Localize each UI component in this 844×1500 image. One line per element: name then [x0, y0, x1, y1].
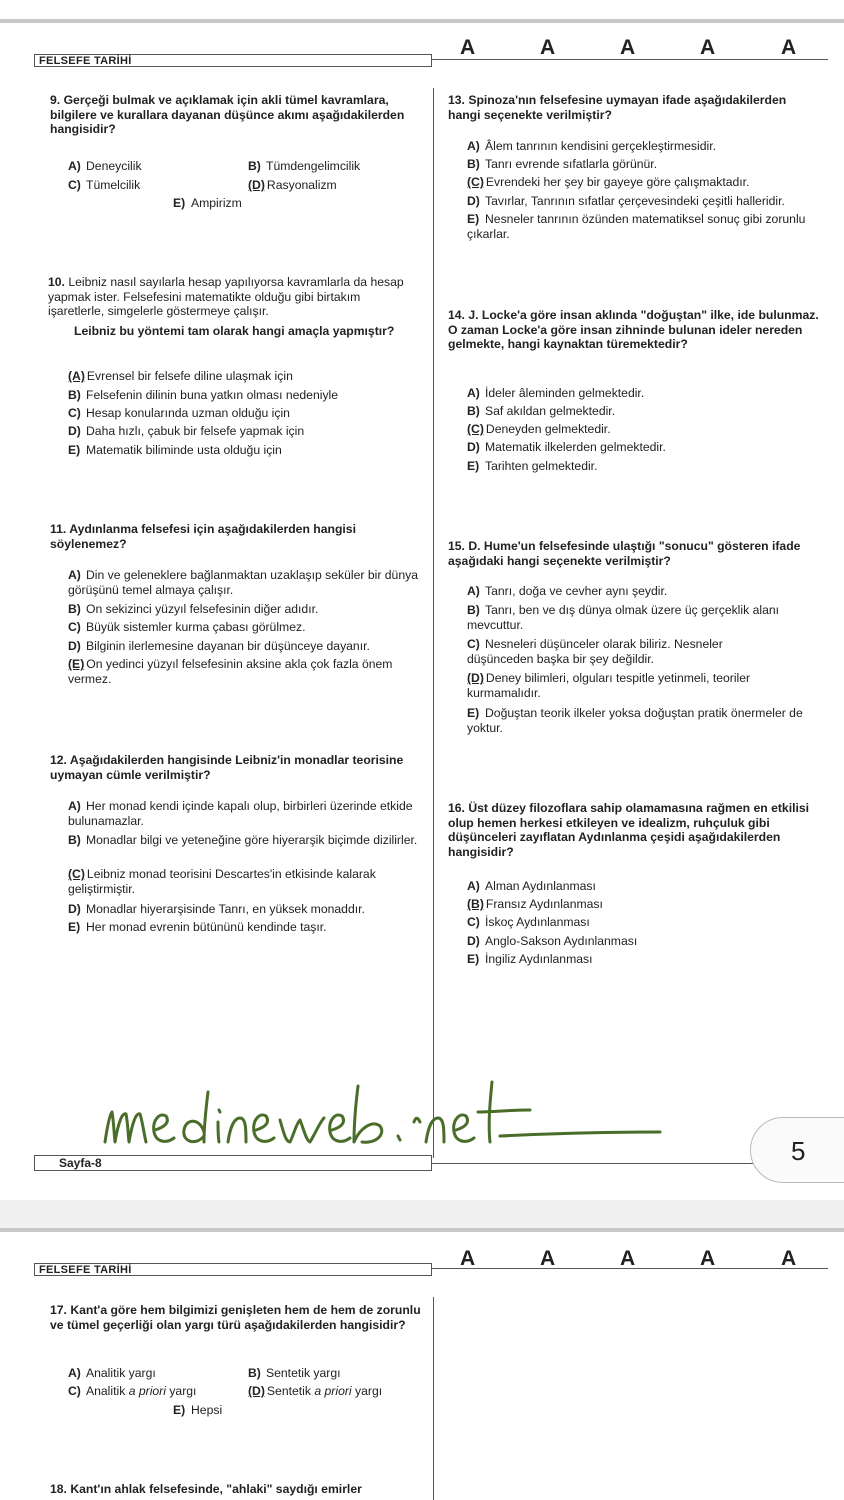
option-text: Analitik yargı [86, 1366, 156, 1380]
option-text: Din ve geleneklere bağlanmaktan uzaklaşıp seküler bir dünya görüşünü temel almaya çalışır. [68, 568, 418, 597]
option-text: İdeler âleminden gelmektedir. [485, 386, 645, 400]
option-letter: A) [467, 139, 480, 153]
question-14 [448, 308, 820, 352]
option-letter: (B) [467, 897, 484, 911]
option-letter: E) [467, 952, 480, 966]
option-letter: A) [68, 159, 81, 173]
option-letter: A) [467, 386, 480, 400]
option-letter: D) [467, 440, 480, 454]
option-text: Felsefenin dilinin buna yatkın olması nedeniyle [86, 388, 339, 402]
option-text: Tanrı, ben ve dış dünya olmak üzere üç gerçeklik alanı mevcuttur. [467, 603, 780, 632]
option-c-correct[interactable] [467, 422, 611, 437]
option-text: Âlem tanrının kendisini gerçekleştirmesidir. [485, 139, 716, 153]
option-text-post: yargı [165, 1384, 197, 1398]
question-text: Leibniz bu yöntemi tam olarak hangi amaçla yapmıştır? [74, 324, 395, 338]
option-c-correct[interactable] [467, 175, 749, 190]
option-letter: C) [68, 1384, 81, 1398]
option-text: Monadlar hiyerarşisinde Tanrı, en yüksek monaddır. [86, 902, 365, 916]
option-a[interactable] [467, 584, 667, 599]
question-text: J. Locke'a göre insan aklında "doğuştan" ilke, ide bulunmaz. O zaman Locke'a göre insan zihninde bulunan ideler nereden gelmekte, hangi kaynaktan türemektedir? [448, 308, 819, 351]
option-e[interactable] [467, 212, 807, 241]
question-18 [50, 1482, 424, 1497]
option-text: Tanrı evrende sıfatlarla görünür. [485, 157, 658, 171]
option-c-correct[interactable] [68, 867, 418, 896]
option-letter: B) [68, 833, 81, 847]
option-text-italic: a priori [128, 1384, 166, 1398]
option-letter: C) [467, 637, 480, 651]
column-divider [433, 88, 434, 1158]
question-12 [50, 753, 422, 782]
option-text: Anglo-Sakson Aydınlanması [485, 934, 638, 948]
question-number: 14. [448, 308, 465, 322]
option-text: Fransız Aydınlanması [485, 897, 603, 911]
option-letter: B) [68, 388, 81, 402]
option-d-correct[interactable] [467, 671, 797, 700]
option-a[interactable] [467, 879, 596, 894]
page-separator [0, 1200, 844, 1228]
option-letter: (C) [68, 867, 85, 881]
answer-mark: A [460, 36, 476, 59]
option-letter: E) [68, 920, 81, 934]
option-letter: A) [68, 799, 81, 813]
option-letter: B) [467, 404, 480, 418]
header-rule [432, 59, 828, 60]
option-letter: D) [467, 934, 480, 948]
question-text: D. Hume'un felsefesinde ulaştığı "sonucu" gösteren ifade aşağıdaki hangi seçenekte verilmiştir? [448, 539, 801, 568]
answer-mark: A [540, 1247, 556, 1270]
option-text: Leibniz monad teorisini Descartes'in etkisinde kalarak geliştirmiştir. [68, 867, 376, 896]
question-10-prompt [74, 324, 424, 339]
option-letter: E) [173, 1403, 186, 1417]
question-15 [448, 539, 820, 568]
question-lead: Leibniz nasıl sayılarla hesap yapılıyorsa kavramlarla da hesap yapmak ister. Felsefesini matematikte olduğu gibi birtakım işaretlerle, simgelerle göstermeye çalışır. [48, 275, 404, 318]
option-b[interactable] [248, 159, 360, 174]
option-letter: (C) [467, 422, 484, 436]
option-e-correct[interactable] [68, 657, 424, 686]
answer-mark: A [620, 36, 636, 59]
option-letter: B) [467, 157, 480, 171]
option-a[interactable] [467, 386, 644, 401]
option-a-correct[interactable] [68, 369, 293, 384]
option-text: Hepsi [191, 1403, 223, 1417]
option-c[interactable] [68, 178, 140, 193]
section-title: FELSEFE TARİHİ [39, 55, 132, 67]
option-text: Saf akıldan gelmektedir. [485, 404, 616, 418]
answer-mark: A [540, 36, 556, 59]
option-text: Rasyonalizm [266, 178, 337, 192]
option-letter: (D) [467, 671, 484, 685]
option-text: Tümelcilik [86, 178, 141, 192]
option-text: Evrendeki her şey bir gayeye göre çalışmaktadır. [485, 175, 750, 189]
option-a[interactable] [467, 139, 716, 154]
page-footer [34, 1155, 432, 1171]
question-text: Gerçeği bulmak ve açıklamak için akli tümel kavramlara, bilgilere ve kurallara dayanan düşünce akımı aşağıdakilerden hangisidir? [50, 93, 405, 136]
answer-mark: A [460, 1247, 476, 1270]
option-b[interactable] [68, 602, 318, 617]
option-e[interactable] [173, 196, 242, 211]
option-text: Tavırlar, Tanrının sıfatlar çerçevesindeki çeşitli halleridir. [485, 194, 785, 208]
option-letter: B) [248, 159, 261, 173]
option-text: Alman Aydınlanması [485, 879, 596, 893]
option-d[interactable] [68, 424, 304, 439]
option-e[interactable] [173, 1403, 222, 1418]
option-letter: B) [248, 1366, 261, 1380]
option-letter: D) [467, 194, 480, 208]
option-b[interactable] [467, 603, 817, 632]
question-text: Aşağıdakilerden hangisinde Leibniz'in monadlar teorisine uymayan cümle verilmiştir? [50, 753, 404, 782]
option-letter: (D) [248, 178, 265, 192]
option-text: İngiliz Aydınlanması [485, 952, 593, 966]
option-c[interactable] [68, 406, 290, 421]
option-e[interactable] [467, 952, 593, 967]
option-text: Nesneleri düşünceler olarak biliriz. Nesneler düşünceden başka bir şey değildir. [467, 637, 723, 666]
option-letter: C) [467, 915, 480, 929]
option-letter: (E) [68, 657, 85, 671]
option-a[interactable] [68, 1366, 156, 1381]
page-top-border [0, 19, 844, 23]
question-number: 12. [50, 753, 67, 767]
option-letter: A) [467, 879, 480, 893]
option-a[interactable] [68, 568, 418, 597]
question-9 [50, 93, 422, 137]
option-text: Büyük sistemler kurma çabası görülmez. [86, 620, 306, 634]
handwritten-watermark [100, 1072, 670, 1152]
question-number: 13. [448, 93, 465, 107]
option-b-correct[interactable] [467, 897, 603, 912]
question-number: 17. [50, 1303, 67, 1317]
option-b[interactable] [248, 1366, 341, 1381]
option-letter: D) [68, 639, 81, 653]
option-text: On sekizinci yüzyıl felsefesinin diğer adıdır. [86, 602, 319, 616]
option-text: Her monad kendi içinde kapalı olup, birbirleri üzerinde etkide bulunamazlar. [68, 799, 413, 828]
option-a[interactable] [68, 159, 142, 174]
option-e[interactable] [68, 920, 327, 935]
question-text: Kant'ın ahlak felsefesinde, "ahlaki" saydığı emirler [70, 1482, 362, 1496]
option-letter: E) [467, 459, 480, 473]
option-text-italic: a priori [314, 1384, 352, 1398]
question-16 [448, 801, 834, 859]
option-text: Ampirizm [191, 196, 242, 210]
option-text: Tümdengelimcilik [266, 159, 361, 173]
option-text: Matematik biliminde usta olduğu için [86, 443, 282, 457]
option-e[interactable] [467, 706, 827, 735]
option-c[interactable] [467, 915, 590, 930]
option-b[interactable] [68, 388, 338, 403]
answer-mark: A [700, 1247, 716, 1270]
option-e[interactable] [68, 443, 282, 458]
option-c[interactable] [68, 620, 305, 635]
page-number: 5 [791, 1136, 806, 1166]
option-letter: A) [467, 584, 480, 598]
option-letter: A) [68, 568, 81, 582]
question-number: 16. [448, 801, 465, 815]
option-text: Deneyden gelmektedir. [485, 422, 611, 436]
option-letter: B) [68, 602, 81, 616]
option-text-pre: Sentetik [266, 1384, 315, 1398]
option-text: Sentetik yargı [266, 1366, 341, 1380]
option-text: Evrensel bir felsefe diline ulaşmak için [86, 369, 293, 383]
option-a[interactable] [68, 799, 418, 828]
question-text: Kant'a göre hem bilgimizi genişleten hem de hem de zorunlu ve tümel geçerliği olan yargı türü aşağıdakilerden hangisidir? [50, 1303, 421, 1332]
column-divider [433, 1297, 434, 1500]
option-d[interactable] [68, 639, 370, 654]
option-text: Tanrı, doğa ve cevher aynı şeydir. [485, 584, 668, 598]
option-b[interactable] [68, 833, 418, 848]
option-text-post: yargı [351, 1384, 383, 1398]
option-text: İskoç Aydınlanması [485, 915, 590, 929]
answer-mark: A [781, 1247, 797, 1270]
option-letter: D) [68, 424, 81, 438]
option-text: Deneycilik [86, 159, 142, 173]
option-letter: C) [68, 178, 81, 192]
section-header [34, 1263, 432, 1276]
option-d-correct[interactable] [248, 1384, 382, 1399]
option-text: On yedinci yüzyıl felsefesinin aksine akla çok fazla önem vermez. [68, 657, 393, 686]
question-text: Aydınlanma felsefesi için aşağıdakilerden hangisi söylenemez? [50, 522, 356, 551]
question-text: Spinoza'nın felsefesine uymayan ifade aşağıdakilerden hangi seçenekte verilmiştir? [448, 93, 787, 122]
option-e[interactable] [467, 459, 597, 474]
option-letter: A) [68, 1366, 81, 1380]
option-b[interactable] [467, 404, 615, 419]
option-b[interactable] [467, 157, 657, 172]
option-c[interactable] [467, 637, 787, 666]
option-text: Monadlar bilgi ve yeteneğine göre hiyerarşik biçimde dizilirler. [86, 833, 418, 847]
option-letter: E) [173, 196, 186, 210]
option-text: Deney bilimleri, olguları tespitle yetinmeli, teoriler kurmamalıdır. [467, 671, 751, 700]
option-letter: C) [68, 406, 81, 420]
option-text: Doğuştan teorik ilkeler yoksa doğuştan pratik önermeler de yoktur. [467, 706, 803, 735]
option-text: Daha hızlı, çabuk bir felsefe yapmak için [86, 424, 305, 438]
option-letter: (D) [248, 1384, 265, 1398]
page-number-tab [750, 1117, 844, 1183]
question-11 [50, 522, 390, 551]
question-number: 10. [48, 275, 65, 289]
option-text: Her monad evrenin bütününü kendinde taşır. [86, 920, 327, 934]
answer-mark: A [700, 36, 716, 59]
option-d[interactable] [467, 934, 637, 949]
section-title: FELSEFE TARİHİ [39, 1264, 132, 1276]
option-d[interactable] [68, 902, 365, 917]
question-13 [448, 93, 818, 122]
option-letter: C) [68, 620, 81, 634]
option-letter: D) [68, 902, 81, 916]
footer-label: Sayfa-8 [59, 1156, 102, 1170]
option-text-pre: Analitik [86, 1384, 129, 1398]
question-number: 9. [50, 93, 61, 107]
answer-mark: A [781, 36, 797, 59]
option-letter: (A) [68, 369, 85, 383]
option-letter: (C) [467, 175, 484, 189]
section-header [34, 54, 432, 67]
option-text: Tarihten gelmektedir. [485, 459, 598, 473]
option-d[interactable] [467, 440, 666, 455]
option-text: Matematik ilkelerden gelmektedir. [485, 440, 666, 454]
question-number: 15. [448, 539, 465, 553]
option-letter: E) [467, 706, 480, 720]
option-letter: E) [467, 212, 480, 226]
question-17 [50, 1303, 424, 1332]
option-text: Bilginin ilerlemesine dayanan bir düşünceye dayanır. [86, 639, 370, 653]
question-number: 11. [50, 522, 67, 536]
page-top-border [0, 1228, 844, 1232]
question-text: Üst düzey filozoflara sahip olamamasına rağmen en etkilisi olup hemen herkesi etkileyen ve idealizm, ruhçuluk gibi düşünceleri zayıflatan Aydınlanma çeşidi aşağıdakilerden hangisidir? [448, 801, 810, 859]
answer-mark: A [620, 1247, 636, 1270]
option-letter: B) [467, 603, 480, 617]
question-10 [48, 275, 412, 319]
option-c[interactable] [68, 1384, 196, 1399]
question-number: 18. [50, 1482, 67, 1496]
option-letter: E) [68, 443, 81, 457]
option-text: Hesap konularında uzman olduğu için [86, 406, 290, 420]
option-text: Nesneler tanrının özünden matematiksel sonuç gibi zorunlu çıkarlar. [467, 212, 806, 241]
option-d[interactable] [467, 194, 785, 209]
option-d-correct[interactable] [248, 178, 337, 193]
